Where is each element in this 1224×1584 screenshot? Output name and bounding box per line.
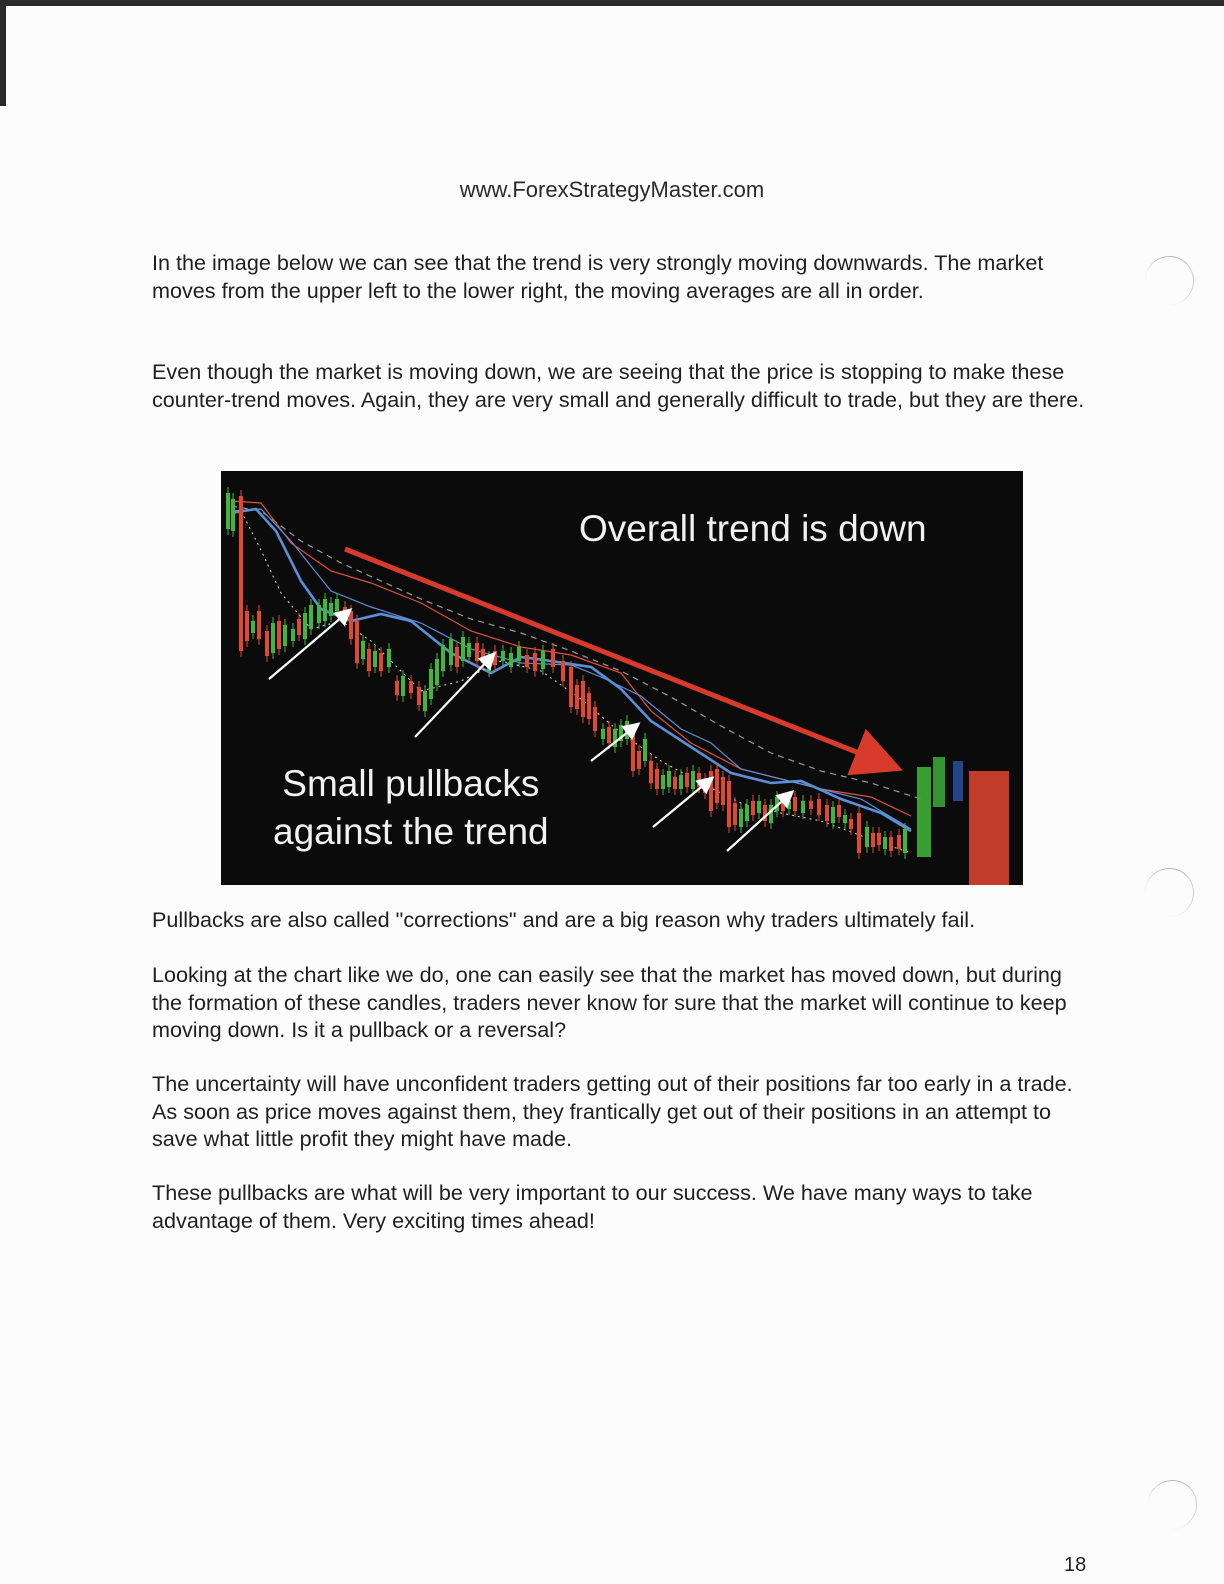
- candle-body: [349, 611, 353, 639]
- candle-body: [849, 819, 853, 829]
- candle-body: [903, 829, 907, 853]
- candle-body: [245, 611, 249, 641]
- candle-body: [889, 837, 893, 851]
- candle-body: [501, 651, 505, 661]
- candle-body: [323, 599, 327, 621]
- candle-body: [317, 605, 321, 623]
- candle-body: [449, 639, 453, 665]
- candle-body: [793, 797, 797, 811]
- candle-body: [871, 833, 875, 847]
- candle-body: [303, 613, 307, 639]
- candle-body: [251, 621, 255, 633]
- candle-body: [395, 681, 399, 695]
- candle-body: [401, 676, 405, 696]
- candle-body: [649, 761, 653, 783]
- pullback-label-line1: Small pullbacks: [282, 763, 540, 804]
- candle-body: [831, 807, 835, 823]
- candle-body: [226, 493, 230, 529]
- candle-body: [877, 833, 881, 845]
- candle-body: [727, 781, 731, 827]
- candle-body: [739, 809, 743, 827]
- paragraph-counter-trend: Even though the market is moving down, we are seeing that the price is stopping to make these counter-trend moves. Again, they are very small and generally difficult to trade, but they are there.: [152, 359, 1085, 412]
- candle-body: [733, 803, 737, 825]
- candle-body: [593, 707, 597, 731]
- trend-label: Overall trend is down: [579, 508, 927, 549]
- blurred-bear-candle: [969, 771, 1009, 885]
- candle-body: [373, 651, 377, 667]
- paragraph-pullbacks-success: These pullbacks are what will be very important to our success. We have many ways to take advantage of them. Very exciting times ahead!: [152, 1180, 1033, 1233]
- candle-body: [239, 496, 243, 651]
- candle-body: [361, 641, 365, 659]
- paragraph-corrections: Pullbacks are also called "corrections" and are a big reason why traders ultimately fail.: [152, 907, 976, 932]
- candle-body: [697, 773, 701, 787]
- candle-body: [387, 649, 391, 667]
- candle-body: [897, 835, 901, 849]
- candle-body: [817, 799, 821, 815]
- candle-body: [329, 603, 333, 616]
- candle-body: [569, 667, 573, 707]
- candle-body: [461, 637, 465, 661]
- candle-body: [441, 645, 445, 671]
- blurred-bull-candle: [933, 757, 945, 807]
- paragraph-trend-intro: In the image below we can see that the trend is very strongly moving downwards. The market moves from the upper left to the lower right, the moving averages are all in order.: [152, 250, 1044, 303]
- candle-body: [309, 605, 313, 629]
- candle-body: [751, 801, 755, 815]
- candle-body: [607, 727, 611, 743]
- candle-body: [809, 801, 813, 809]
- candle-body: [509, 653, 513, 667]
- candle-body: [561, 661, 565, 681]
- candle-body: [691, 771, 695, 789]
- candle-body: [429, 669, 433, 699]
- candle-body: [481, 649, 485, 663]
- candle-body: [455, 647, 459, 667]
- candle-body: [493, 651, 497, 665]
- pullback-label: [273, 760, 549, 856]
- candle-body: [601, 729, 605, 739]
- candle-body: [757, 801, 761, 813]
- blurred-ma-segment: [953, 761, 963, 801]
- blurred-bull-candle: [917, 767, 931, 857]
- candle-body: [257, 611, 261, 639]
- candle-body: [467, 643, 471, 657]
- candle-body: [291, 629, 295, 641]
- candle-body: [533, 653, 537, 671]
- candle-body: [423, 691, 427, 711]
- candle-body: [631, 733, 635, 771]
- candle-body: [837, 805, 841, 817]
- candle-body: [769, 805, 773, 823]
- candle-body: [355, 621, 359, 663]
- candle-body: [637, 751, 641, 769]
- candle-body: [655, 769, 659, 789]
- forex-chart-figure: [221, 471, 1023, 885]
- candle-body: [581, 681, 585, 717]
- candle-body: [541, 651, 545, 669]
- candle-body: [297, 619, 301, 635]
- candle-body: [277, 621, 281, 649]
- candle-body: [335, 599, 339, 611]
- binder-hole: [1145, 256, 1194, 305]
- candle-body: [715, 769, 719, 803]
- candle-body: [517, 647, 521, 661]
- site-url: www.ForexStrategyMaster.com: [459, 177, 765, 202]
- candle-body: [575, 685, 579, 709]
- candle-body: [271, 623, 275, 653]
- candle-body: [587, 693, 591, 719]
- candle-body: [745, 805, 749, 821]
- candle-body: [525, 655, 529, 667]
- paragraph-uncertainty: The uncertainty will have unconfident traders getting out of their positions far too early in a trade. As soon as price moves against them, they frantically get out of their positions in an attempt to save what little profit they might have made.: [152, 1071, 1073, 1151]
- candle-body: [857, 813, 861, 853]
- candle-body: [825, 805, 829, 821]
- candle-body: [551, 649, 555, 667]
- binder-hole: [1148, 1480, 1197, 1529]
- candle-body: [475, 643, 479, 661]
- scan-top-edge: [0, 0, 1224, 6]
- candle-body: [843, 815, 847, 823]
- paragraph-looking-at-chart: Looking at the chart like we do, one can easily see that the market has moved down, but during the formation of these candles, traders never know for sure that the market will continue to keep moving down. Is it a pullback or a reversal?: [152, 962, 1067, 1042]
- candle-body: [417, 687, 421, 705]
- candle-body: [283, 625, 287, 646]
- candle-body: [679, 775, 683, 789]
- candle-body: [661, 775, 665, 789]
- candle-body: [409, 681, 413, 693]
- scan-left-edge: [0, 0, 6, 106]
- candle-body: [367, 649, 371, 671]
- candle-body: [801, 801, 805, 813]
- candle-body: [231, 499, 235, 531]
- candle-body: [667, 771, 671, 787]
- candle-body: [787, 801, 791, 809]
- candle-body: [379, 653, 383, 671]
- candle-body: [721, 777, 725, 805]
- page-number: 18: [1064, 1554, 1087, 1576]
- candle-body: [435, 659, 439, 685]
- candle-body: [865, 827, 869, 847]
- candle-body: [685, 773, 689, 787]
- binder-hole: [1145, 868, 1194, 917]
- pullback-label-line2: against the trend: [273, 811, 549, 852]
- candle-body: [709, 771, 713, 811]
- candle-body: [673, 777, 677, 789]
- candle-body: [643, 739, 647, 761]
- candle-body: [625, 721, 629, 739]
- candle-body: [265, 631, 269, 656]
- candle-body: [883, 837, 887, 849]
